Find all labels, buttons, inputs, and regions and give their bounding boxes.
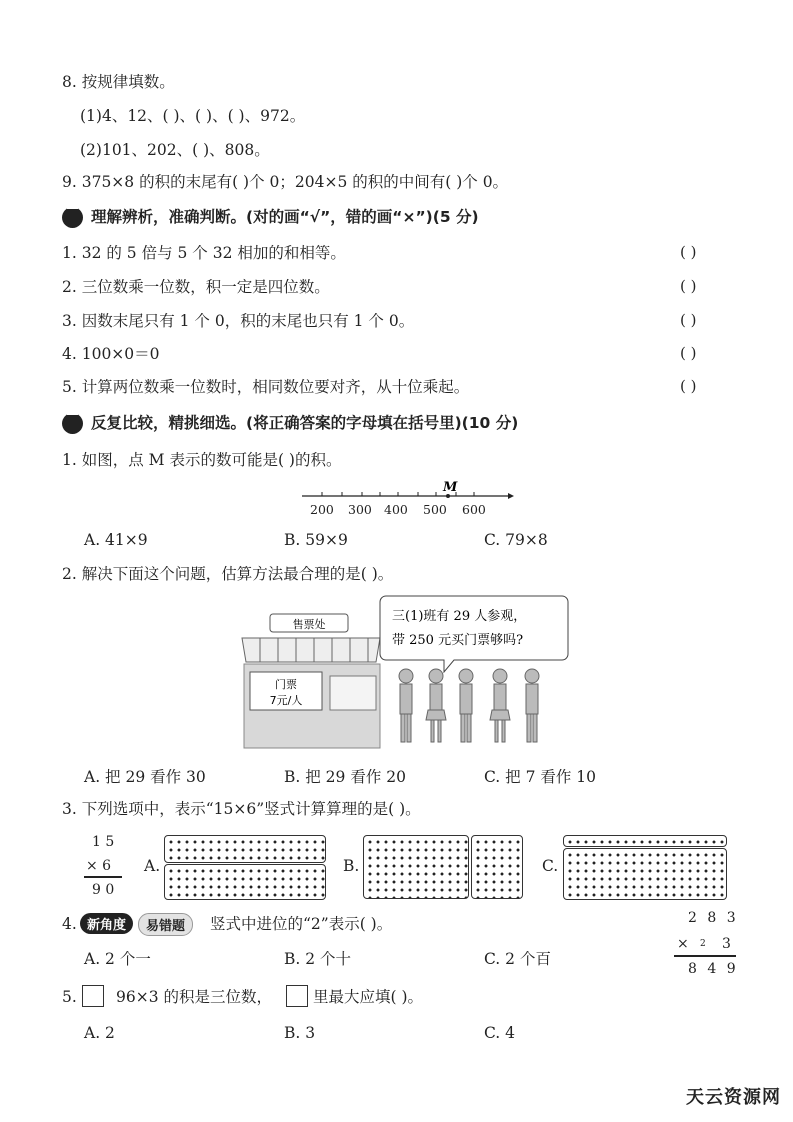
new-angle-tag: 新角度: [80, 913, 133, 934]
q4-vertical-result: 8 4 9: [688, 961, 739, 977]
q3-option-a-dots-bottom: [164, 864, 326, 900]
tick-500: 500: [423, 502, 447, 517]
q4-text: 竖式中进位的“2”表示( )。: [210, 915, 393, 933]
q3-vertical-mult: × 6: [86, 858, 112, 874]
section-three-badge-icon: [62, 413, 83, 434]
number-line: [300, 478, 516, 518]
tick-600: 600: [462, 502, 486, 517]
q5-option-c[interactable]: C. 4: [484, 1024, 516, 1042]
q2-option-b[interactable]: B. 把 29 看作 20: [284, 768, 406, 786]
judge-item-4: 4. 100×0＝0: [62, 345, 160, 363]
choice-q2-text: 2. 解决下面这个问题，估算方法最合理的是( )。: [62, 565, 394, 583]
tick-400: 400: [384, 502, 408, 517]
q8-title: 8. 按规律填数。: [62, 73, 175, 91]
q2-option-a[interactable]: A. 把 29 看作 30: [84, 768, 206, 786]
judge-answer-4[interactable]: ( ): [680, 344, 697, 362]
q4-vertical-carry: 2: [700, 939, 706, 949]
q3-option-c-letter[interactable]: C.: [542, 857, 559, 875]
booth-sign: 售票处: [292, 618, 326, 631]
q3-option-c-dots-bottom: [563, 848, 727, 900]
section-two-badge-icon: [62, 207, 83, 228]
judge-item-2: 2. 三位数乘一位数，积一定是四位数。: [62, 278, 330, 296]
tick-300: 300: [348, 502, 372, 517]
q3-vertical-result: 9 0: [92, 882, 115, 898]
judge-item-5: 5. 计算两位数乘一位数时，相同数位要对齐，从十位乘起。: [62, 378, 470, 396]
speech-line1: 三(1)班有 29 人参观，: [392, 609, 527, 624]
q1-option-c[interactable]: C. 79×8: [484, 531, 548, 549]
q4-option-a[interactable]: A. 2 个一: [84, 950, 151, 968]
q5-number: 5.: [62, 988, 77, 1006]
q3-option-c-dots-top: [563, 835, 727, 847]
q1-option-a[interactable]: A. 41×9: [84, 531, 148, 549]
q3-vertical-rule: [84, 876, 122, 878]
q3-option-b-dots-right: [471, 835, 523, 899]
q5-option-a[interactable]: A. 2: [84, 1024, 115, 1042]
choice-q3-text: 3. 下列选项中，表示“15×6”竖式计算算理的是( )。: [62, 800, 421, 818]
q4-vertical-mult: ×: [677, 936, 689, 952]
q3-option-a-dots-top: [164, 835, 326, 863]
judge-item-1: 1. 32 的 5 倍与 5 个 32 相加的和相等。: [62, 244, 346, 262]
q4-vertical-rule: [674, 955, 736, 957]
q4-number: 4.: [62, 915, 77, 933]
q5-digit-box[interactable]: [82, 985, 104, 1007]
tick-200: 200: [310, 502, 334, 517]
q5-digit-box-ref: [286, 985, 308, 1007]
q3-vertical-top: 1 5: [92, 834, 115, 850]
section-two-header: 理解辨析，准确判断。(对的画“√”，错的画“×”)(5 分): [91, 208, 479, 226]
q5-option-b[interactable]: B. 3: [284, 1024, 316, 1042]
q4-vertical-multiplier: 3: [722, 936, 731, 952]
q8-line1: (1)4、12、( )、( )、( )、972。: [80, 107, 306, 125]
q5-text-b: 里最大应填( )。: [313, 988, 424, 1006]
speech-line2: 带 250 元买门票够吗?: [392, 633, 524, 648]
judge-answer-2[interactable]: ( ): [680, 277, 697, 295]
q1-option-b[interactable]: B. 59×9: [284, 531, 348, 549]
judge-answer-1[interactable]: ( ): [680, 243, 697, 261]
q4-option-b[interactable]: B. 2 个十: [284, 950, 352, 968]
q2-option-c[interactable]: C. 把 7 看作 10: [484, 768, 597, 786]
ticket-sign-line1: 门票: [275, 678, 297, 691]
q4-option-c[interactable]: C. 2 个百: [484, 950, 551, 968]
watermark: 天云资源网: [686, 1087, 781, 1108]
point-m-label: M: [443, 480, 458, 495]
q3-option-a-letter[interactable]: A.: [144, 857, 161, 875]
q5-text-a: 96×3 的积是三位数，: [116, 988, 272, 1006]
judge-item-3: 3. 因数末尾只有 1 个 0，积的末尾也只有 1 个 0。: [62, 312, 415, 330]
q4-vertical-top: 2 8 3: [688, 910, 739, 926]
ticket-booth-illustration: [240, 592, 570, 752]
judge-answer-5[interactable]: ( ): [680, 377, 697, 395]
error-prone-tag: 易错题: [138, 913, 193, 936]
q3-option-b-dots-left: [363, 835, 469, 899]
ticket-sign-line2: 7元/人: [269, 694, 303, 707]
judge-answer-3[interactable]: ( ): [680, 311, 697, 329]
q8-line2: (2)101、202、( )、808。: [80, 141, 270, 159]
q9-text: 9. 375×8 的积的末尾有( )个 0；204×5 的积的中间有( )个 0。: [62, 173, 509, 191]
q3-option-b-letter[interactable]: B.: [343, 857, 360, 875]
section-three-header: 反复比较，精挑细选。(将正确答案的字母填在括号里)(10 分): [91, 414, 519, 432]
choice-q1-text: 1. 如图，点 M 表示的数可能是( )的积。: [62, 451, 342, 469]
